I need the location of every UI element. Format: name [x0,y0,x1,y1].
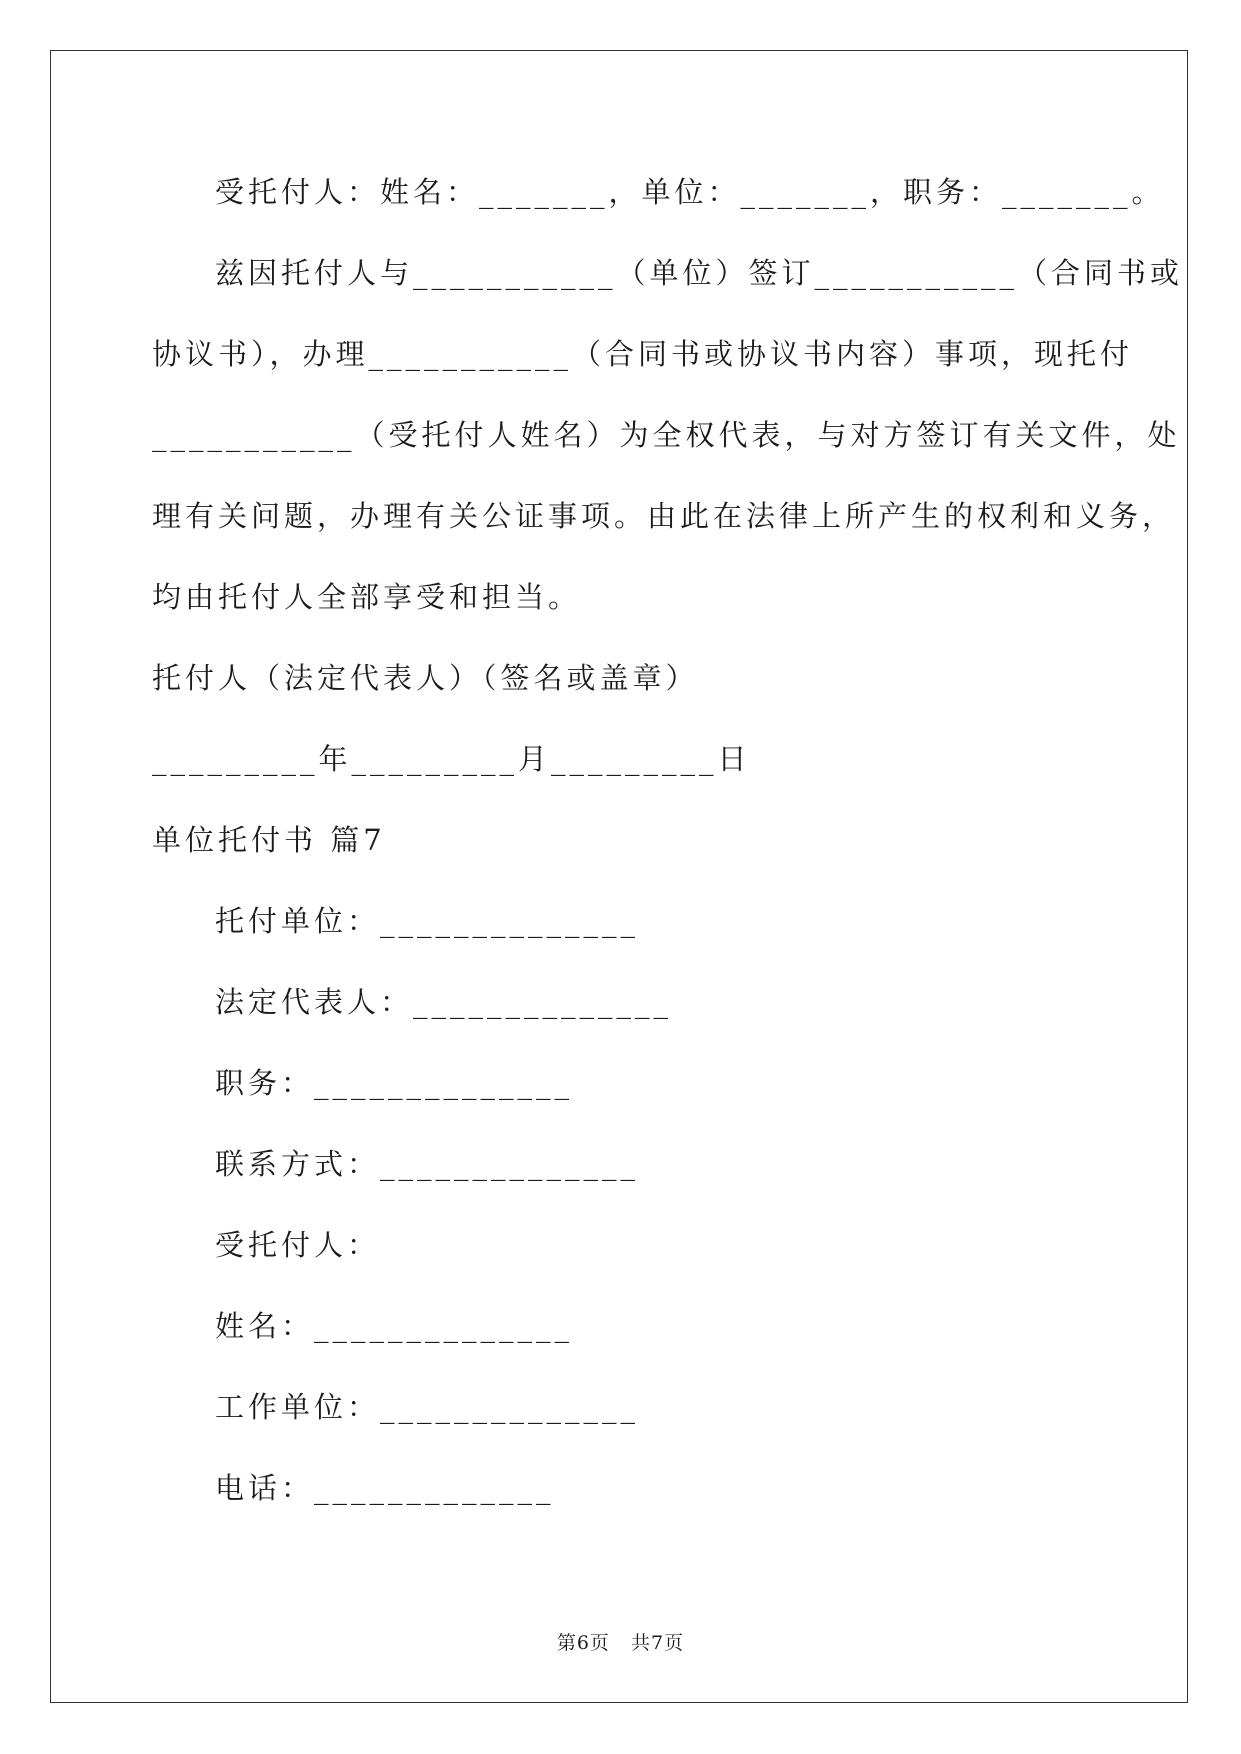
page-border [50,50,1188,1703]
trustee-info-line: 受托付人：姓名：_______，单位：_______，职务：_______。 [215,175,1165,209]
paragraph-line-4: 理有关问题，办理有关公证事项。由此在法律上所产生的权利和义务， [152,499,1176,533]
position-field: 职务：______________ [215,1066,574,1100]
section-heading: 单位托付书 篇7 [152,823,386,857]
trustee-label: 受托付人： [215,1228,381,1262]
paragraph-line-1: 兹因托付人与___________（单位）签订___________（合同书或 [215,256,1184,290]
work-unit-field: 工作单位：______________ [215,1390,640,1424]
paragraph-line-2: 协议书），办理___________（合同书或协议书内容）事项，现托付 [152,337,1134,371]
name-field: 姓名：______________ [215,1309,574,1343]
phone-field: 电话：_____________ [215,1471,555,1505]
date-line: _________年_________月_________日 [152,742,751,776]
paragraph-line-5: 均由托付人全部享受和担当。 [152,580,582,614]
entrusting-unit-field: 托付单位：______________ [215,904,640,938]
legal-representative-field: 法定代表人：______________ [215,985,673,1019]
paragraph-line-3: ___________（受托付人姓名）为全权代表，与对方签订有关文件，处 [152,418,1181,452]
signature-line: 托付人（法定代表人）（签名或盖章） [152,661,699,695]
contact-field: 联系方式：______________ [215,1147,640,1181]
page-number-footer: 第6页 共7页 [556,1632,685,1654]
